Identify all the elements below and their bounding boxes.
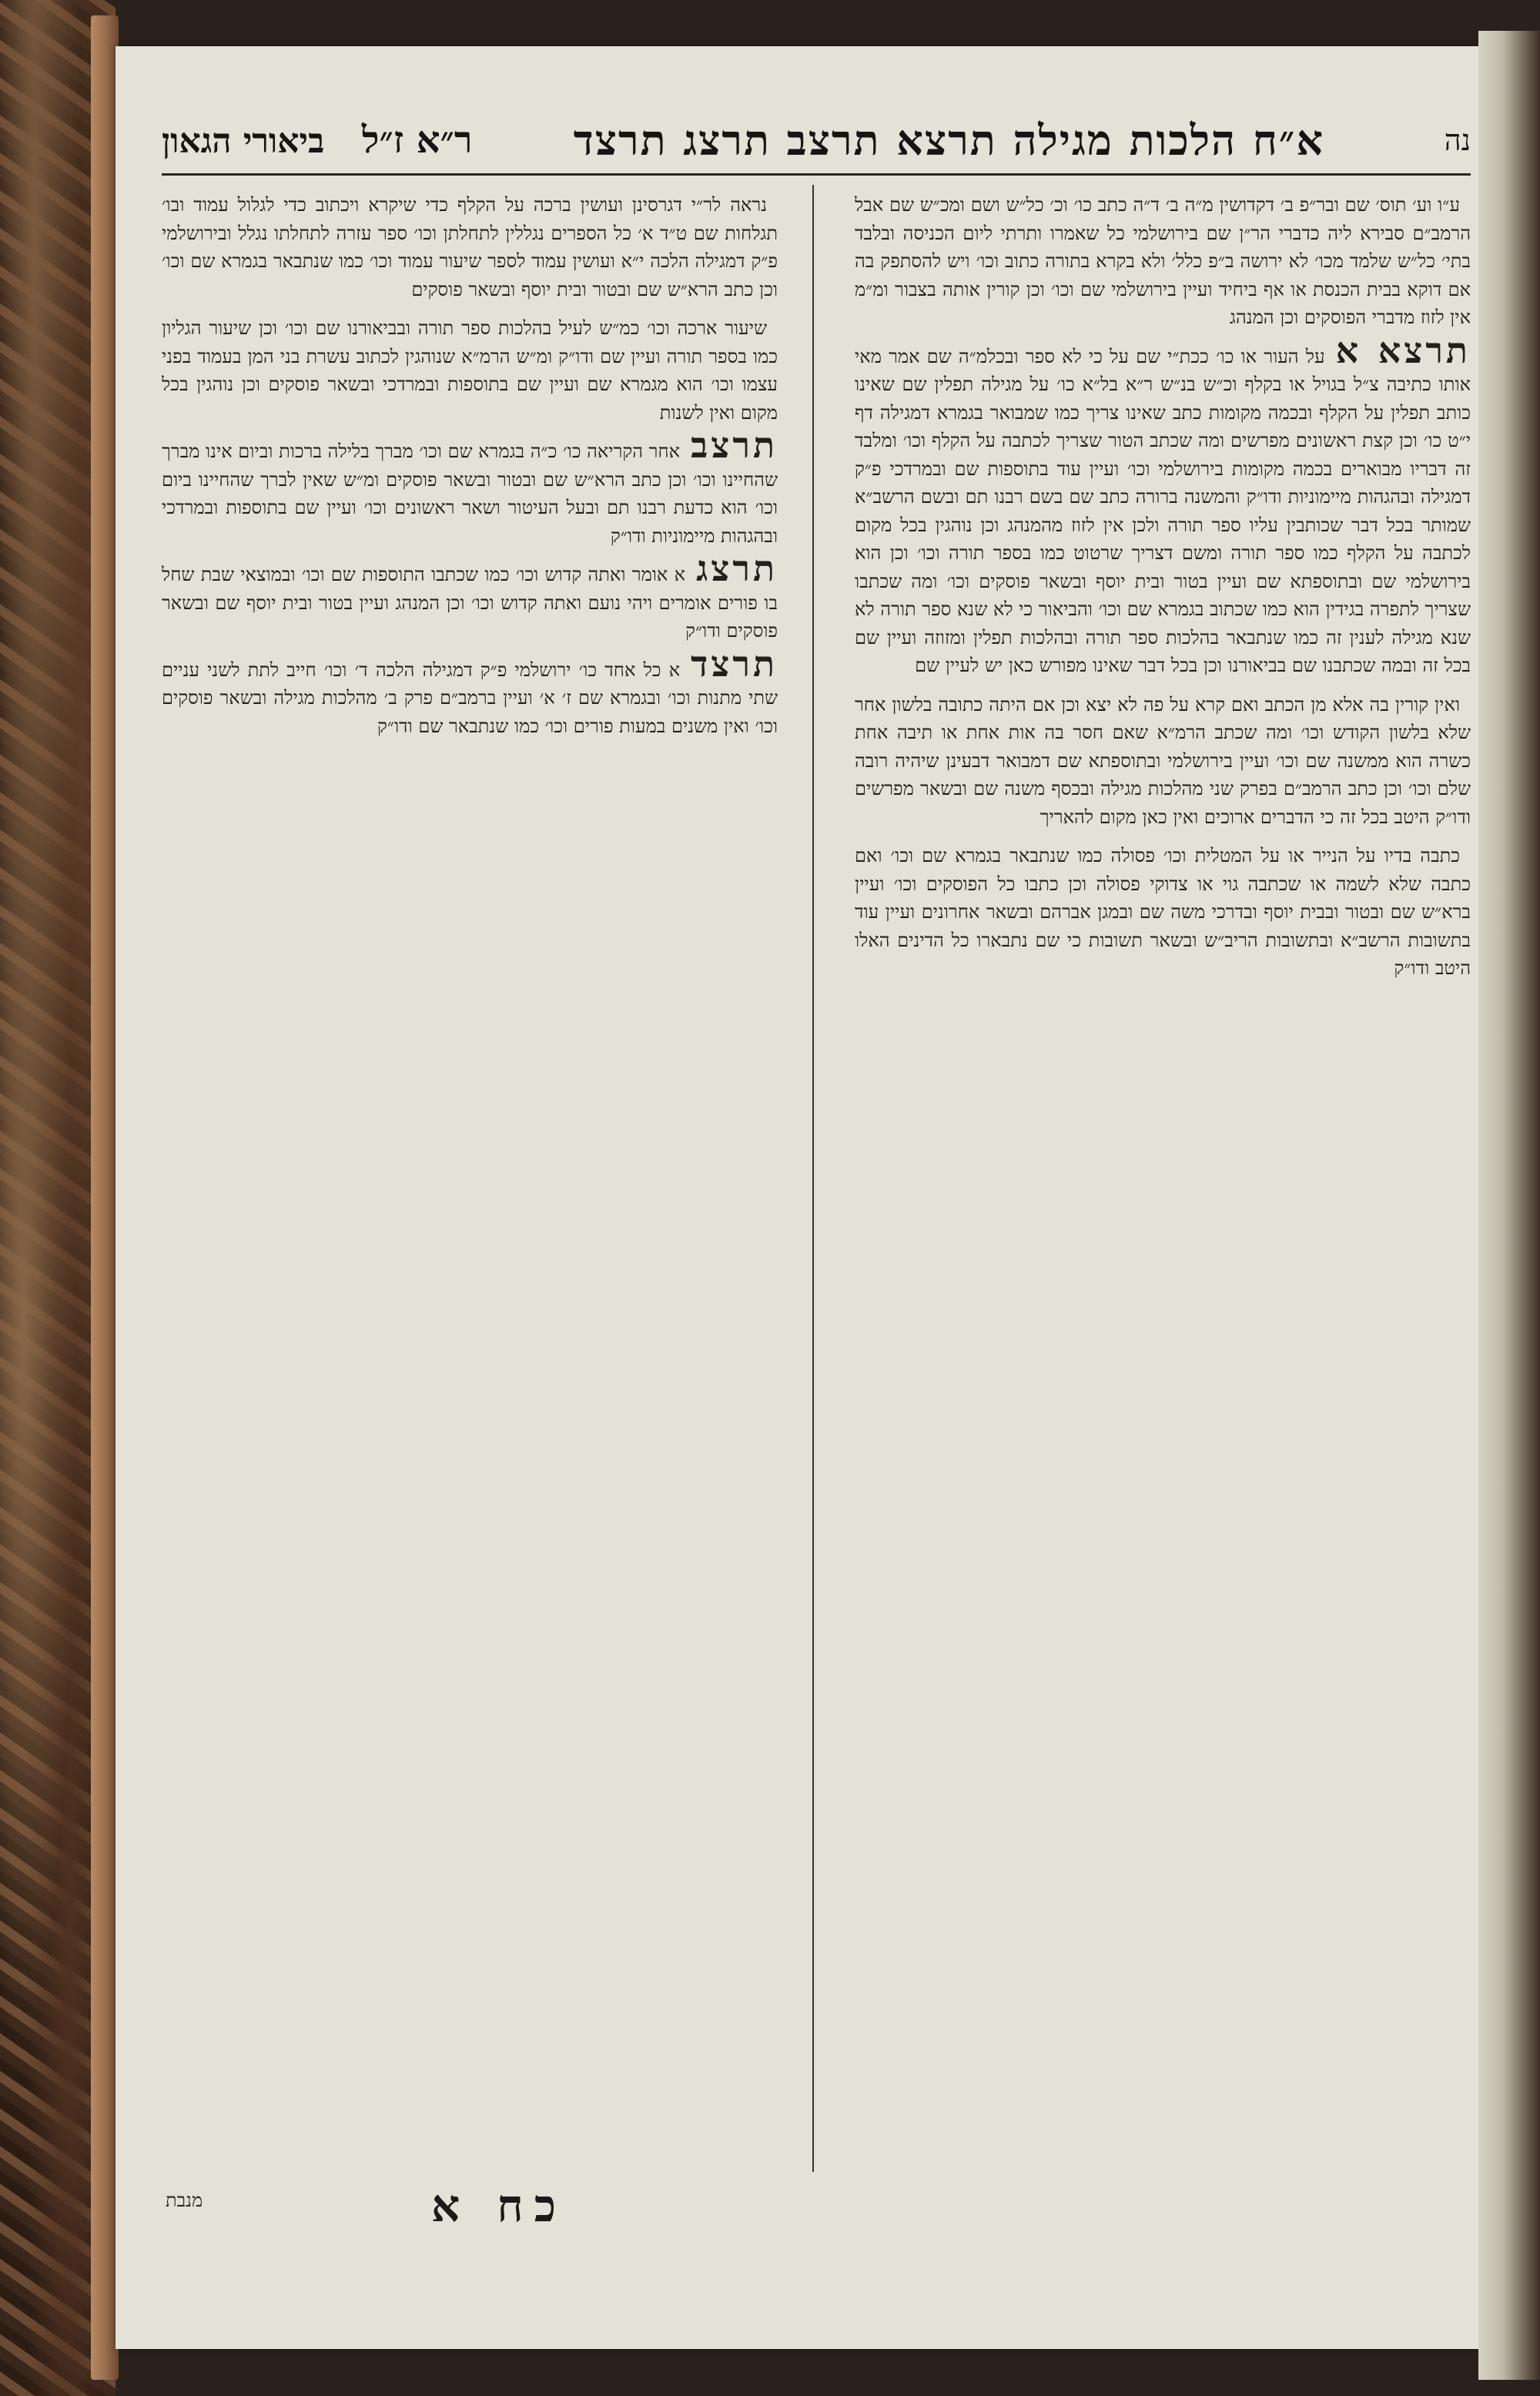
page-number: ר״א ז״ל [362,119,473,162]
left-column [162,185,778,2172]
paragraph-text: ואין קורין בה אלא מן הכתב ואם קרא על פה לא יצא וכן אם היתה כתובה בלשון אחר שלא בלשון הקודש וכו׳ ומה שכתב הרמ״א שאם חסר בה אות אחת או תיבה אחת כשרה הוא ממשנה שם וכו׳ ועיין בירושלמי ובתוספתא שם דמבואר דבעינן שיהיה רובה שלם וכו׳ וכן כתב הרמב״ם בפרק שני מהלכות מגילה ובכסף משנה שם ובשאר מפרשים ודו״ק היטב בכל זה כי הדברים ארוכים ואין כאן מקום להאריך [855,693,1471,828]
paragraph-text: א אומר ואתה קדוש וכו׳ כמו שכתבו התוספות שם וכו׳ ובמוצאי שבת שחל בו פורים אומרים ויהי נועם ואתה קדוש וכו׳ וכן המנהג ועיין בטור ובית יוסף שם ובשאר פוסקים ודו״ק [162,564,778,642]
binding-edge [91,15,119,2380]
paragraph [162,424,778,550]
header-rule [162,173,1471,176]
paragraph-text: נראה לר״י דגרסינן ועושין ברכה על הקלף כדי שיקרא ויכתוב כדי לגלול עמוד ובו׳ תגלחות שם ט״ד א׳ כל הספרים נגללין לתחלתן וכו׳ ספר עזרה לתחלתו נגלל ובירושלמי פ״ק דמגילה הלכה י״א ועושין עמוד לספר שיעור עמוד וכו׳ כמו שנתבאר בגמרא שם וכו׳ וכן כתב הרא״ש שם ובטור ובית יוסף ובשאר פוסקים [162,194,778,300]
page-title: א״ח הלכות מגילה תרצא תרצב תרצג תרצד [573,116,1324,165]
running-header [162,116,1471,169]
paragraph [162,548,778,645]
paragraph [855,836,1471,983]
column-divider [812,185,814,2172]
paragraph [162,642,778,741]
paragraph-text: על העור או כו׳ ככת״י שם על כי לא ספר ובכלמ״ה שם אמר מאי אותו כתיבה צ״ל בגויל או בקלף וכ״ש בנ״ש ר״א בל״א כו׳ על מגילה תפלין שם שאינו כותב תפלין על הקלף ובכמה מקומות כתב שאינו צריך כמו שמבואר בגמרא דמגילה דף י״ט כו׳ וכן קצת ראשונים מפרשים ומה שכתב הטור שצריך לכתבה על הקלף וכו׳ ומלבד זה דבריו מבוארים בכמה מקומות בירושלמי וכו׳ ועיין עוד בתוספות שם ובמרדכי פ״ק דמגילה ובהגהות מיימוניות ודו״ק והמשנה ברורה כתב שם בשם רבנו תם ובשם הרשב״א שמותר בכל דבר שכותבין עליו ספר תורה ולכן אין לזוז מהמנהג וכן נוהגין בכל מקום לכתבה על הקלף כמו ספר תורה ומשם דצריך שרטוט כמו בספר תורה וכו׳ וכן הוא בירושלמי שם ובתוספתא שם ועיין בטור ובית יוסף ובשאר פוסקים וכו׳ ומה שכתבו שצריך לתפרה בגידין הוא כמו שכתוב בגמרא שם וכו׳ והביאור כי לא שנא ספר תורה לא שנא מגילה לענין זה כמו שנתבאר בהלכות ספר תורה ובהלכות תפלין ומזוזה ועיין שם בכל זה ובמה שכתבנו שם בביאורנו וכן בכל דבר שאינו מפורש כאן יש לעיין שם [855,345,1471,676]
paragraph-text: ע״ו וע׳ תוס׳ שם ובר״פ ב׳ דקדושין מ״ה ב׳ ד״ה כתב כו׳ וכ׳ כל״ש ושם ומכ״ש שם אבל הרמב״ם סבירא ליה כדברי הר״ן שם בירושלמי כל שאמרו ותרתי ליום הכניסה ובלבד בתי׳ כל״ש שלמד מכו׳ לא ירושה ב״פ כלל׳ ולא בקרא בתורה כתוב וכו׳ ויש להסתפק בה אם דוקא בבית הכנסת או אף ביחיד ועיין בירושלמי שם וכו׳ וכן קורין אותה בצבור ומ״מ אין לזוז מדברי הפוסקים וכן המנהג [855,194,1471,328]
paragraph [855,185,1471,332]
right-column [855,185,1471,2172]
section-lemma: תרצד [691,642,778,685]
section-lemma: תרצב [691,424,778,466]
signature-mark: כח א [431,2180,567,2232]
paragraph [855,685,1471,832]
paragraph-text: כתבה בדיו על הנייר או על המטלית וכו׳ פסולה כמו שנתבאר בגמרא שם וכו׳ ואם כתבה שלא לשמה או שכתבה גוי או צדוקי פסולה וכן כתבו כל הפוסקים וכו׳ ועיין ברא״ש שם ובטור ובבית יוסף ובדרכי משה שם ובמגן אברהם ובשאר אחרונים ועיין עוד בתשובות הרשב״א ובתשובות הריב״ש ובשאר תשובות כי שם נתבארו כל הדינים האלו היטב ודו״ק [855,845,1471,979]
section-lemma: תרצג [696,548,778,589]
paragraph-text: שיעור ארכה וכו׳ כמ״ש לעיל בהלכות ספר תורה ובביאורנו שם וכו׳ וכן שיעור הגליון כמו בספר תורה ועיין שם ודו״ק ומ״ש הרמ״א שנוהגין לכתוב עשרת בני המן בעמוד בפני עצמו וכו׳ הוא מגמרא שם ועיין שם בתוספות ובמרדכי ובשאר פוסקים וכן נוהגין בכל מקום ואין לשנות [162,317,778,424]
folio-number: נה [1444,123,1471,157]
commentary-title: ביאורי הגאון [162,122,325,161]
section-lemma: תרצא א [1335,329,1471,371]
paragraph-text: אחר הקריאה כו׳ כ״ה בגמרא שם וכו׳ מברך בלילה ברכות וביום אינו מברך שהחיינו וכו׳ וכן כתב הרא״ש שם ובטור ובשאר פוסקים ומ״ש שאין לברך שהחיינו ביום וכו׳ הוא כדעת רבנו תם ובעל העיטור ושאר ראשונים וכו׳ ועיין שם בתוספות ובמרדכי ובהגהות מיימוניות ודו״ק [162,441,778,547]
paragraph-text: א כל אחד כו׳ ירושלמי פ״ק דמגילה הלכה ד׳ וכו׳ חייב לתת לשני עניים שתי מתנות וכו׳ ובגמרא שם ז׳ א׳ ועיין ברמב״ם פרק ב׳ מהלכות מגילה ובשאר פוסקים וכו׳ ואין משנים במעות פורים וכו׳ כמו שנתבאר שם ודו״ק [162,658,778,737]
page-edge [1478,31,1540,2380]
catchword: מנבת [166,2190,203,2211]
paragraph [162,308,778,427]
paragraph [855,329,1471,680]
paragraph [162,185,778,303]
